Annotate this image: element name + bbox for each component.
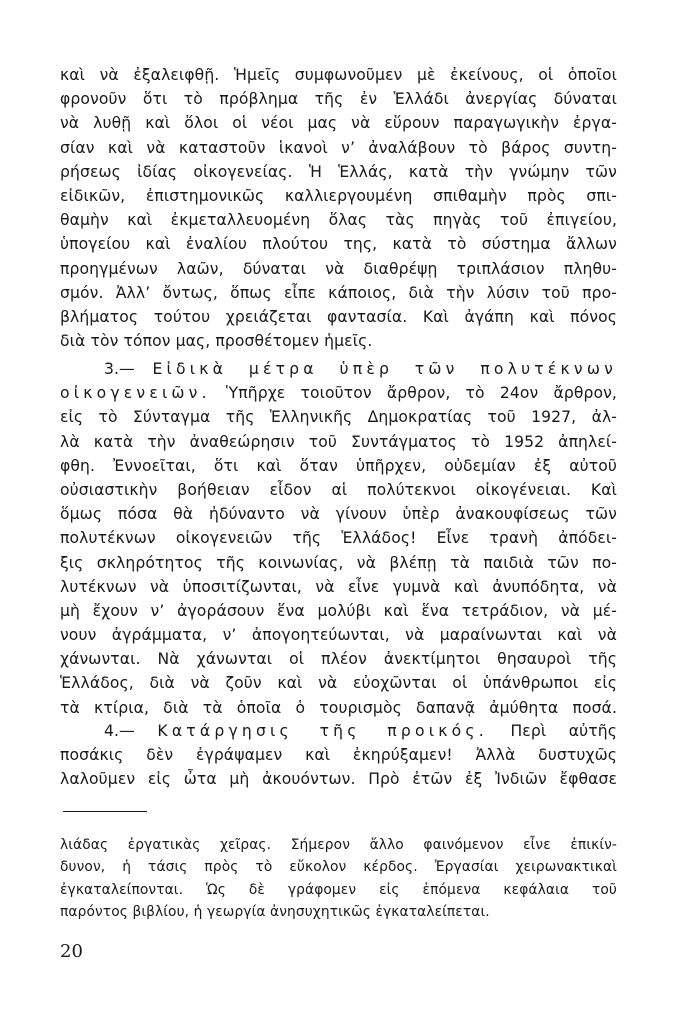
footnote-rule: [63, 811, 147, 812]
text-line: οὐσιαστικὴν βοήθειαν εἶδον αἱ πολύτεκνοι οἰκογένειαι. Καὶ: [60, 480, 617, 499]
section-heading: Εἰδικὰ μέτρα ὑπὲρ τῶν πολυτέκνων: [152, 360, 617, 378]
text-line: νουν ἀγράμματα, ν’ ἀπογοητεύωνται, νὰ μαραίνωνται καὶ νὰ: [60, 626, 617, 645]
text-line: εἰδικῶν, ἐπιστημονικῶς καλλιεργουμένη σπιθαμὴν πρὸς σπι-: [60, 186, 617, 205]
section-heading-line: [60, 357, 617, 381]
text-line: λὰ κατὰ τὴν ἀναθεώρησιν τοῦ Συντάγματος τὸ 1952 ἀπηλεί-: [60, 432, 617, 451]
text-line: φρονοῦν ὅτι τὸ πρόβλημα τῆς ἐν Ἑλλάδι ἀνεργίας δύναται: [60, 90, 617, 109]
text-line: [60, 381, 617, 405]
text-fragment: Ὑπῆρχε τοιοῦτον ἄρθρον, τὸ 24ον ἄρθρον,: [225, 384, 617, 403]
section-heading-continued: οἰκογενειῶν.: [60, 384, 211, 403]
text-fragment: Περὶ αὐτῆς: [510, 722, 617, 740]
text-line: βλήματος τούτου χρειάζεται φαντασία. Καὶ ἀγάπη καὶ πόνος: [60, 307, 617, 326]
text-line: σμόν. Ἀλλ’ ὄντως, ὅπως εἶπε κάποιος, διὰ τὴν λύσιν τοῦ προ-: [60, 283, 617, 302]
text-line: εἰς τὸ Σύνταγμα τῆς Ἑλληνικῆς Δημοκρατίας τοῦ 1927, ἀλ-: [60, 408, 617, 427]
section-4-dowry: [60, 719, 617, 792]
text-line: λυτέκνων νὰ ὑποσιτίζωνται, νὰ εἶνε γυμνὰ καὶ ἀνυπόδητα, νὰ: [60, 577, 617, 596]
text-line: ξις σκληρότητος τῆς κοινωνίας, νὰ βλέπῃ τὰ παιδιὰ τῶν πο-: [60, 553, 617, 572]
section-heading: Κατάργησις τῆς προικός.: [157, 722, 488, 740]
page-number: 20: [60, 941, 83, 962]
footnote-line: παρόντος βιβλίου, ἡ γεωργία ἀνησυχητικῶς ἐγκαταλείπεται.: [60, 904, 490, 921]
text-line: Ἑλλάδος, διὰ νὰ ζοῦν καὶ νὰ εὐοχῶνται οἱ ὑπάνθρωποι εἰς: [60, 674, 617, 693]
text-line: θαμὴν καὶ ἐκμεταλλευομένη ὅλας τὰς πηγὰς τοῦ ἐπιγείου,: [60, 211, 617, 230]
paragraph-unemployment: [60, 63, 617, 353]
text-line: πολυτέκνων οἰκογενειῶν τῆς Ἑλλάδος! Εἶνε τρανὴ ἀπόδει-: [60, 529, 617, 548]
section-number: 3.—: [104, 360, 135, 378]
footnote-line: δυνον, ἡ τάσις πρὸς τὸ εὔκολον κέρδος. Ἐργασίαι χειρωνακτικαὶ: [60, 859, 617, 876]
text-line: προηγμένων λαῶν, δύναται νὰ διαθρέψῃ τριπλάσιον πληθυ-: [60, 259, 617, 278]
text-line: σίαν καὶ νὰ καταστοῦν ἱκανοὶ ν’ ἀναλάβουν τὸ βάρος συντη-: [60, 138, 617, 157]
text-line: ὑπογείου καὶ ἐναλίου πλούτου της, κατὰ τὸ σύστημα ἄλλων: [60, 235, 617, 254]
section-heading-line: [60, 719, 617, 743]
section-number: 4.—: [104, 722, 135, 740]
section-3-large-families: [60, 357, 617, 720]
footnote: [60, 834, 617, 924]
text-line: λαλοῦμεν εἰς ὦτα μὴ ἀκουόντων. Πρὸ ἐτῶν ἐξ Ἰνδιῶν ἔφθασε: [60, 770, 617, 789]
text-line: νὰ λυθῇ καὶ ὅλοι οἱ νέοι μας νὰ εὕρουν παραγωγικὴν ἐργα-: [60, 114, 617, 133]
text-line: ὅμως πόσα θὰ ἠδύναντο νὰ γίνουν ὑπὲρ ἀνακουφίσεως τῶν: [60, 505, 617, 524]
text-line: τὰ κτίρια, διὰ τὰ ὁποῖα ὁ τουρισμὸς δαπανᾷ ἀμύθητα ποσά.: [60, 698, 617, 717]
footnote-line: ἐγκαταλείπονται. Ὡς δὲ γράφομεν εἰς ἑπόμενα κεφάλαια τοῦ: [60, 881, 617, 898]
text-line: χάνωνται. Νὰ χάνωνται οἱ πλέον ἀνεκτίμητοι θησαυροὶ τῆς: [60, 650, 617, 669]
text-line: καὶ νὰ ἐξαλειφθῇ. Ἡμεῖς συμφωνοῦμεν μὲ ἐκείνους, οἱ ὁποῖοι: [60, 66, 617, 84]
text-line: ποσάκις δὲν ἐγράψαμεν καὶ ἐκηρύξαμεν! Ἀλλὰ δυστυχῶς: [60, 746, 617, 765]
text-line: μὴ ἔχουν ν’ ἀγοράσουν ἕνα μολύβι καὶ ἕνα τετράδιον, νὰ μέ-: [60, 601, 617, 620]
footnote-line: λιάδας ἐργατικὰς χεῖρας. Σήμερον ἄλλο φαινόμενον εἶνε ἐπικίν-: [60, 837, 617, 853]
text-line: φθη. Ἐννοεῖται, ὅτι καὶ ὅταν ὑπῆρχεν, οὐδεμίαν ἐξ αὐτοῦ: [60, 456, 617, 475]
text-line: διὰ τὸν τόπον μας, προσθέτομεν ἡμεῖς.: [60, 332, 373, 351]
text-line: ρήσεως ἰδίας οἰκογενείας. Ἡ Ἑλλάς, κατὰ τὴν γνώμην τῶν: [60, 162, 617, 181]
